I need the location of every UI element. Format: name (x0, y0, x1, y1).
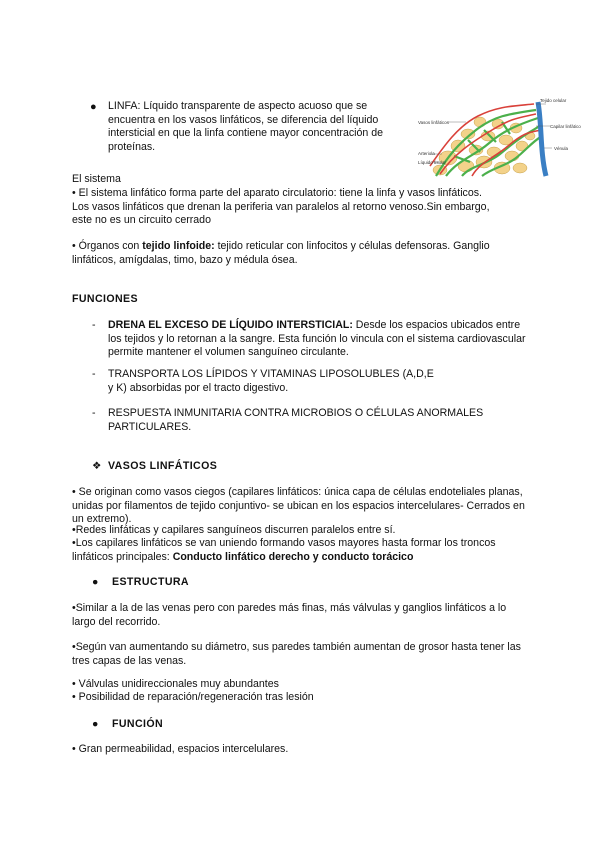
vasos-paragraph: •Los capilares linfáticos se van uniendo formando vasos mayores hasta formar los troncos linfáticos principales: Conducto linfático derecho y conducto torácico (72, 537, 496, 563)
bold-term: Conducto linfático derecho y conducto torácico (172, 550, 414, 563)
vasos-paragraph: •Redes linfáticas y capilares sanguíneos discurren paralelos entre sí. (72, 524, 396, 536)
lymphatic-capillary-figure (418, 96, 581, 178)
figure-label: Vasos linfáticos (418, 120, 449, 125)
figure-label: Vénula (554, 146, 569, 151)
organs-paragraph: • Órganos con tejido linfoide: tejido reticular con linfocitos y células defensoras. Ganglio linfáticos, amígdalas, timo, bazo y médula ósea. (72, 240, 490, 266)
estructura-paragraph: • Válvulas unidireccionales muy abundantes (72, 678, 279, 690)
system-paragraph: • El sistema linfático forma parte del aparato circulatorio: tiene la linfa y vasos linfáticos. Los vasos linfáticos que drenan la periferia van paralelos al retorno venoso.Sin embargo, este no es un circuito cerrado (72, 187, 490, 226)
linfa-definition: LINFA: Líquido transparente de aspecto acuoso que se encuentra en los vasos linfáticos, se diferencia del líquido intersticial en que la linfa contiene mayor concentración de proteínas. (108, 100, 384, 153)
vasos-paragraph: • Se originan como vasos ciegos (capilares linfáticos: única capa de células endoteliales planas, unidas por filamentos de tejido conjuntivo- se ubican en los espacios intercelulares- Cerrados en un extremo). (72, 486, 525, 525)
bullet-icon: ● (92, 718, 99, 730)
estructura-paragraph: •Similar a la de las venas pero con paredes más finas, más válvulas y ganglios linfáticos a lo largo del recorrido. (72, 602, 507, 628)
funcion-paragraph: • Gran permeabilidad, espacios intercelulares. (72, 743, 289, 755)
section-heading-vasos: VASOS LINFÁTICOS (108, 460, 218, 472)
bullet-icon: ● (90, 101, 97, 113)
bold-term: tejido linfoide: (142, 240, 215, 252)
section-heading-funciones: FUNCIONES (72, 293, 138, 305)
section-heading-estructura: ESTRUCTURA (112, 576, 189, 588)
section-heading-funcion: FUNCIÓN (112, 718, 164, 730)
bullet-icon: ● (92, 576, 99, 588)
figure-label: Tejido celular (540, 98, 567, 103)
estructura-paragraph: •Según van aumentando su diámetro, sus paredes también aumentan de grosor hasta tener las tres capas de las venas. (72, 641, 521, 667)
figure-label: Líquido tisular (418, 160, 447, 165)
estructura-paragraph: • Posibilidad de reparación/regeneración tras lesión (72, 691, 314, 703)
figure-label: Arteriola (418, 151, 435, 156)
system-title: El sistema (72, 173, 121, 185)
figure-label: Capilar linfático (550, 124, 581, 129)
diamond-bullet-icon: ❖ (92, 460, 102, 472)
